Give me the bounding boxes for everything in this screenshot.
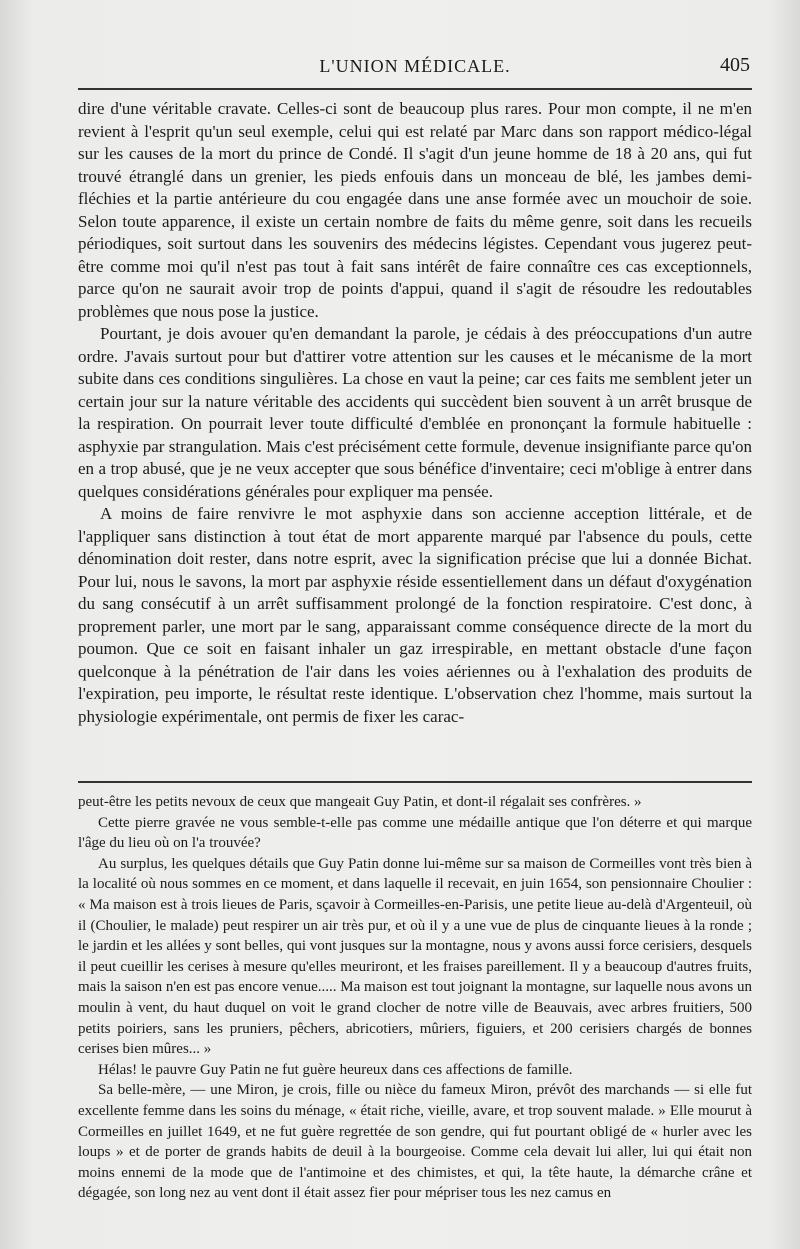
footnote-paragraph-3: Au surplus, les quelques détails que Guy Patin donne lui-même sur sa maison de Cormeilles vont très bien à la localité où nous sommes en ce moment, et dans laquelle il recevait, en juin 1654, son pensionnaire Choulier : « Ma maison est à trois lieues de Paris, sçavoir à Cormeilles-en-Parisis, une petite lieue au-delà d'Argenteuil, où il (Choulier, le malade) peut respirer un air très pur, et où il y a une vue de plus de cinquante lieues à la ronde ; le jardin et les allées y sont belles, qui vont jusques sur la montagne, nous y avons aussi force cerisiers, desquels il peut cueillir les cerises à mesure qu'elles meuriront, et les fraises pareillement. Il y a beaucoup d'autres fruits, mais la saison n'en est pas encore venue..... Ma maison est tout joignant la montagne, sur laquelle nous avons un moulin à vent, du haut duquel on voit le grand clocher de notre ville de Beauvais, avec arbres fruitiers, 500 petits poiriers, sans les pruniers, pêchers, abricotiers, mûriers, figuiers, et 200 cerisiers chargés de bonnes cerises bien mûres... » [78, 855, 752, 1058]
main-text [78, 98, 752, 728]
page-header [78, 50, 752, 84]
footnote-paragraph-4: Hélas! le pauvre Guy Patin ne fut guère heureux dans ces affections de famille. [98, 1061, 573, 1078]
main-paragraph-3: A moins de faire renvivre le mot asphyxie dans son accienne acception littérale, et de l'appliquer sans distinction à tout état de mort apparente marqué par l'absence du pouls, cette dénomination doit rester, dans notre esprit, avec la signification précise que lui a donnée Bichat. Pour lui, nous le savons, la mort par asphyxie réside essentiellement dans un défaut d'oxygénation du sang consécutif à un arrêt suffisamment prolongé de la fonction respiratoire. C'est donc, à proprement parler, une mort par le sang, apparaissant comme conséquence directe de la mort du poumon. Que ce soit en faisant inhaler un gaz irrespirable, en mettant obstacle d'une façon quelconque à la pénétration de l'air dans les voies aériennes ou à l'exhalation des produits de l'expiration, peu importe, le résultat reste identique. L'observation chez l'homme, mais surtout la physiologie expérimentale, ont permis de fixer les carac- [78, 504, 752, 726]
running-head: L'UNION MÉDICALE. [319, 56, 511, 76]
footnote-paragraph-1: peut-être les petits nevoux de ceux que mangeait Guy Patin, et dont-il régalait ses confrères. » [78, 794, 642, 810]
footnote-paragraph-2: Cette pierre gravée ne vous semble-t-elle pas comme une médaille antique que l'on déterre et qui marque l'âge du lieu où on l'a trouvée? [78, 814, 752, 852]
footnote-rule [78, 781, 752, 783]
page-number: 405 [720, 54, 750, 76]
footnote-text [78, 792, 752, 1204]
main-paragraph-2: Pourtant, je dois avouer qu'en demandant la parole, je cédais à des préoccupations d'un autre ordre. J'avais surtout pour but d'attirer votre attention sur les causes et le mécanisme de la mort subite dans ces conditions singulières. La chose en vaut la peine; car ces faits me semblent jeter un certain jour sur la nature véritable des accidents qui succèdent bien souvent à un arrêt brusque de la respiration. On pourrait lever toute difficulté d'emblée en prononçant la formule habituelle : asphyxie par strangulation. Mais c'est précisément cette formule, devenue insignifiante parce qu'on en a trop abusé, que je ne veux accepter que sous bénéfice d'inventaire; ceci m'oblige à entrer dans quelques considérations générales pour expliquer ma pensée. [78, 324, 752, 501]
main-paragraph-1: dire d'une véritable cravate. Celles-ci sont de beaucoup plus rares. Pour mon compte, il ne m'en revient à l'esprit qu'un seul exemple, celui qui est relaté par Marc dans son rapport médico-légal sur les causes de la mort du prince de Condé. Il s'agit d'un jeune homme de 18 à 20 ans, qui fut trouvé étranglé dans un grenier, les pieds enfouis dans un monceau de blé, les jambes demi-fléchies et la partie antérieure du cou engagée dans une anse formée avec un mouchoir de soie. Selon toute apparence, il existe un certain nombre de faits du même genre, soit dans les recueils périodiques, soit surtout dans les souvenirs des médecins légistes. Cependant vous jugerez peut-être comme moi qu'il n'est pas tout à fait sans intérêt de faire connaître ces cas exceptionnels, parce qu'on ne saurait avoir trop de points d'appui, quand il s'agit de résoudre les redoutables problèmes que nous pose la justice. [78, 99, 752, 321]
footnote-paragraph-5: Sa belle-mère, — une Miron, je crois, fille ou nièce du fameux Miron, prévôt des marchands — si elle fut excellente femme dans les soins du ménage, « était riche, vieille, avare, et trop souvent malade. » Elle mourut à Cormeilles en juillet 1649, et ne fut guère regrettée de son gendre, qui fut pourtant obligé de « hurler avec les loups » et de porter de grands habits de deuil à la bourgeoise. Comme cela devait lui aller, lui qui était non moins ennemi de la mode que de l'antimoine et des chimistes, et qui, la tête haute, la démarche crâne et dégagée, son long nez au vent dont il était assez fier pour mépriser tous les nez camus en [78, 1082, 752, 1202]
header-rule [78, 88, 752, 90]
